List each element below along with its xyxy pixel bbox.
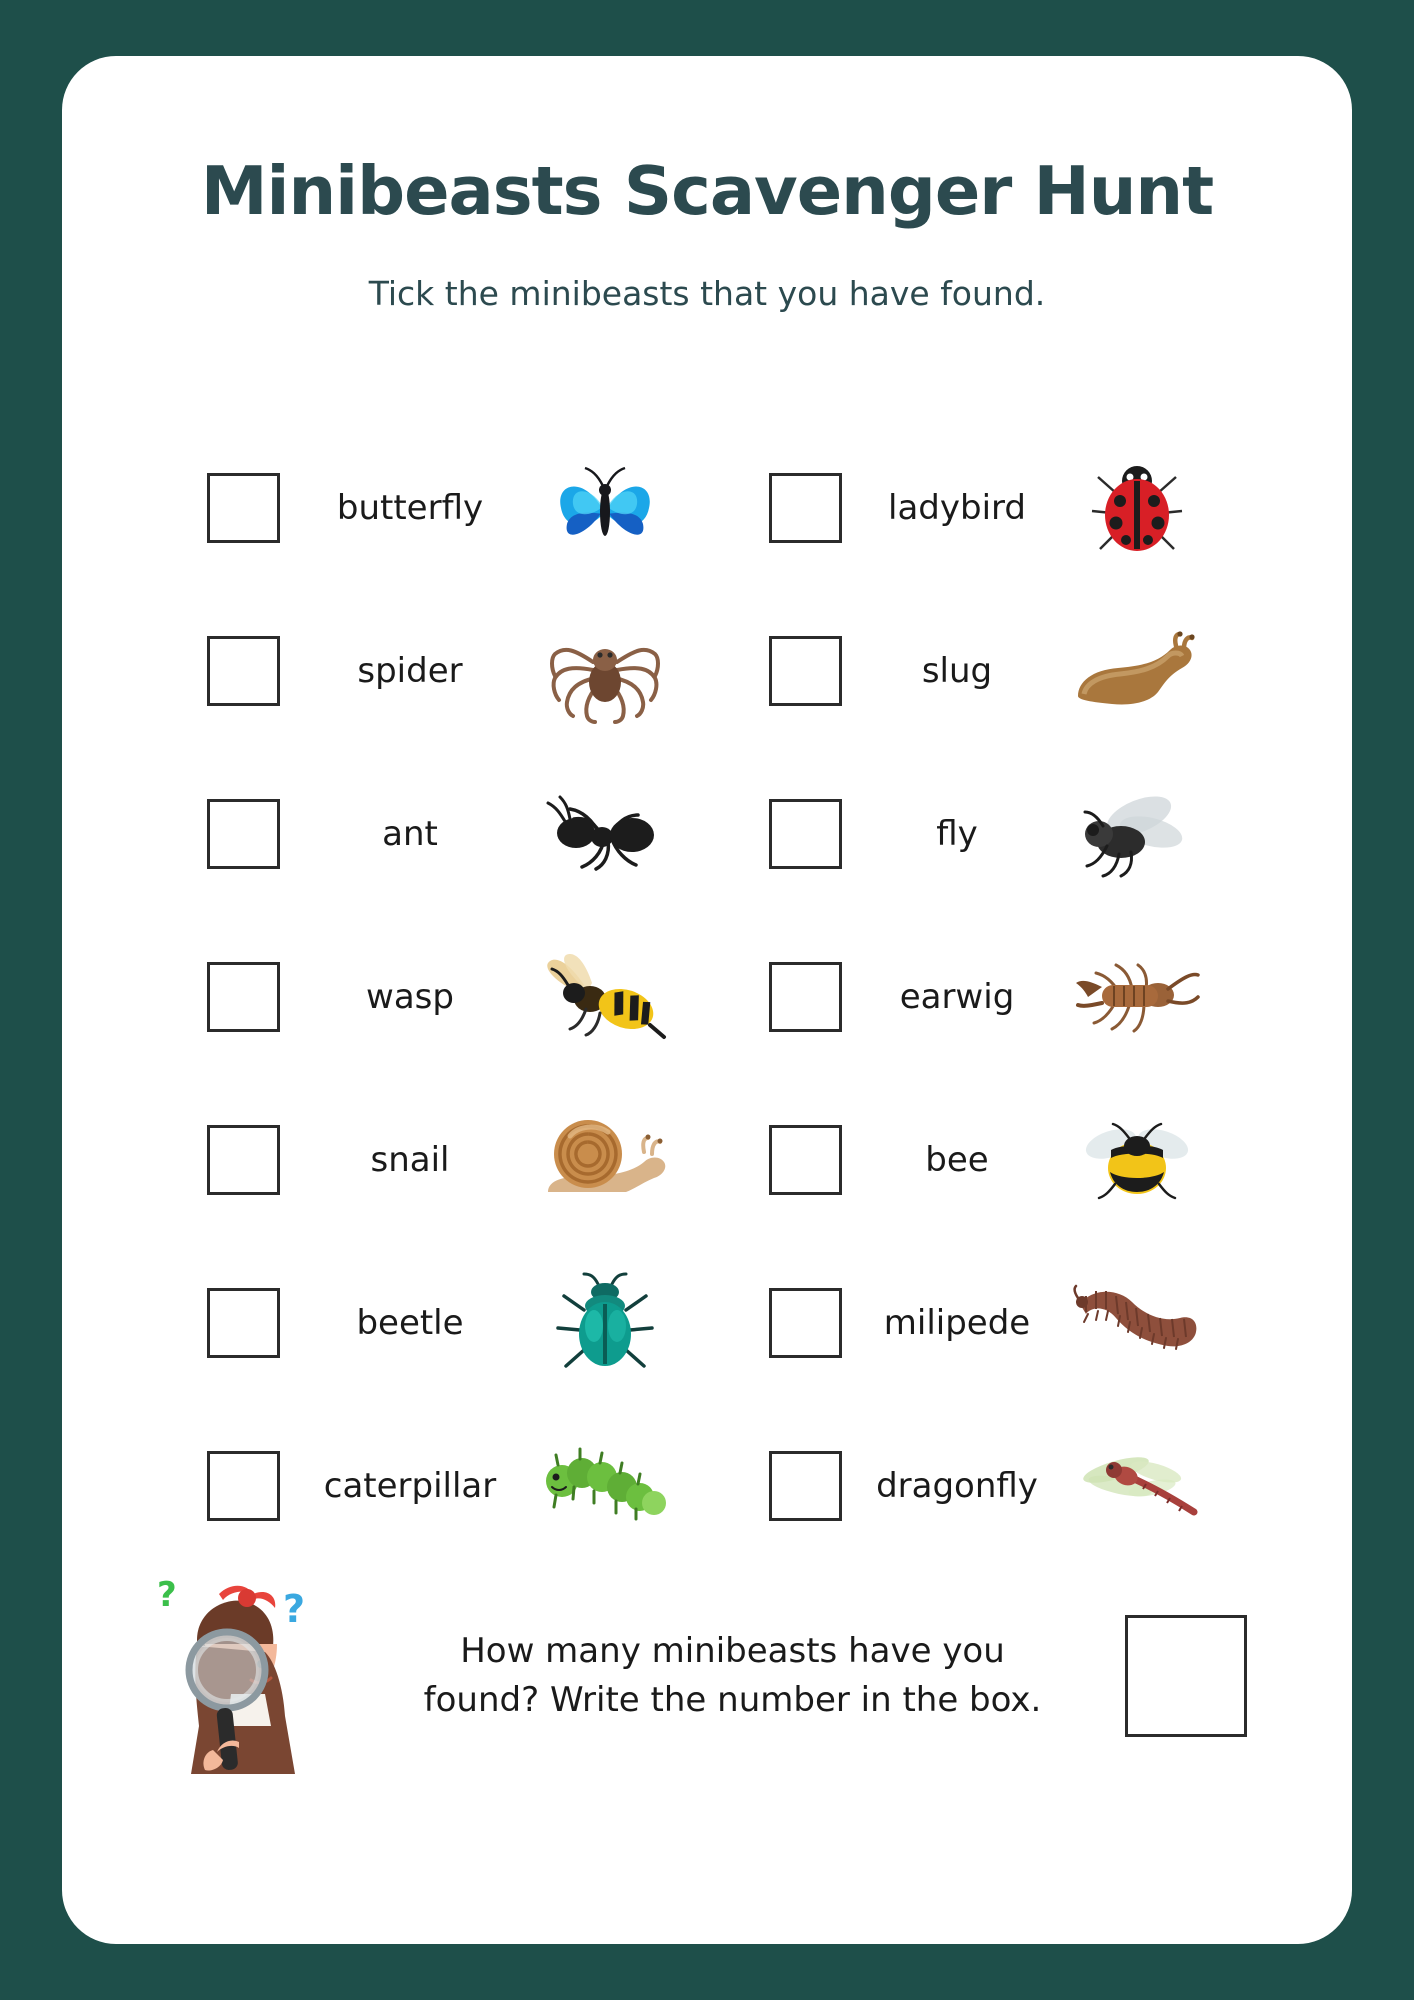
ladybird-icon xyxy=(1072,453,1202,563)
list-item-label: ant xyxy=(382,813,438,854)
checkbox-bee[interactable] xyxy=(769,1125,842,1195)
list-item-dragonfly xyxy=(707,1404,1352,1567)
list-item-slug xyxy=(707,589,1352,752)
footer-question-row xyxy=(62,1546,1352,1806)
list-item-bee xyxy=(707,1078,1352,1241)
checkbox-snail[interactable] xyxy=(207,1125,280,1195)
list-item-wasp xyxy=(62,915,707,1078)
list-item-caterpillar xyxy=(62,1404,707,1567)
list-item-ant xyxy=(62,752,707,915)
checkbox-ladybird[interactable] xyxy=(769,473,842,543)
page-subtitle: Tick the minibeasts that you have found. xyxy=(368,274,1046,313)
checkbox-caterpillar[interactable] xyxy=(207,1451,280,1521)
list-item-beetle xyxy=(62,1241,707,1404)
girl-with-magnifying-glass-icon xyxy=(130,1561,360,1791)
bee-icon xyxy=(1072,1105,1202,1215)
list-item-butterfly xyxy=(62,426,707,589)
checkbox-dragonfly[interactable] xyxy=(769,1451,842,1521)
list-item-label: milipede xyxy=(883,1302,1031,1343)
checklist-grid xyxy=(62,426,1352,1567)
list-item-label: spider xyxy=(357,650,463,691)
caterpillar-icon xyxy=(540,1431,670,1541)
checkbox-slug[interactable] xyxy=(769,636,842,706)
worksheet-page xyxy=(62,56,1352,1944)
checkbox-butterfly[interactable] xyxy=(207,473,280,543)
checkbox-wasp[interactable] xyxy=(207,962,280,1032)
dragonfly-icon xyxy=(1072,1431,1202,1541)
list-item-ladybird xyxy=(707,426,1352,589)
svg-text:?: ? xyxy=(157,1575,177,1615)
list-item-milipede xyxy=(707,1241,1352,1404)
list-item-label: wasp xyxy=(366,976,454,1017)
list-item-label: beetle xyxy=(356,1302,464,1343)
checkbox-fly[interactable] xyxy=(769,799,842,869)
list-item-label: snail xyxy=(370,1139,450,1180)
svg-text:?: ? xyxy=(283,1587,306,1631)
footer-question-line-1: How many minibeasts have you xyxy=(460,1630,1005,1671)
spider-icon xyxy=(540,616,670,726)
earwig-icon xyxy=(1072,942,1202,1052)
answer-box[interactable] xyxy=(1125,1615,1247,1737)
checkbox-ant[interactable] xyxy=(207,799,280,869)
list-item-label: bee xyxy=(925,1139,989,1180)
fly-icon xyxy=(1072,779,1202,889)
slug-icon xyxy=(1072,616,1202,726)
list-item-label: fly xyxy=(936,813,978,854)
list-item-snail xyxy=(62,1078,707,1241)
wasp-icon xyxy=(540,942,670,1052)
butterfly-icon xyxy=(540,453,670,563)
millipede-icon xyxy=(1072,1268,1202,1378)
list-item-spider xyxy=(62,589,707,752)
list-item-label: caterpillar xyxy=(323,1465,497,1506)
checkbox-spider[interactable] xyxy=(207,636,280,706)
footer-question-line-2: found? Write the number in the box. xyxy=(423,1680,1042,1720)
checkbox-beetle[interactable] xyxy=(207,1288,280,1358)
footer-question-text xyxy=(360,1627,1125,1726)
list-item-label: ladybird xyxy=(888,487,1026,528)
snail-icon xyxy=(540,1105,670,1215)
list-item-earwig xyxy=(707,915,1352,1078)
beetle-icon xyxy=(540,1268,670,1378)
list-item-fly xyxy=(707,752,1352,915)
list-item-label: dragonfly xyxy=(876,1465,1038,1506)
list-item-label: slug xyxy=(921,650,993,691)
page-title: Minibeasts Scavenger Hunt xyxy=(200,152,1214,230)
ant-icon xyxy=(540,779,670,889)
checkbox-earwig[interactable] xyxy=(769,962,842,1032)
list-item-label: butterfly xyxy=(336,487,484,528)
list-item-label: earwig xyxy=(899,976,1015,1017)
checkbox-milipede[interactable] xyxy=(769,1288,842,1358)
